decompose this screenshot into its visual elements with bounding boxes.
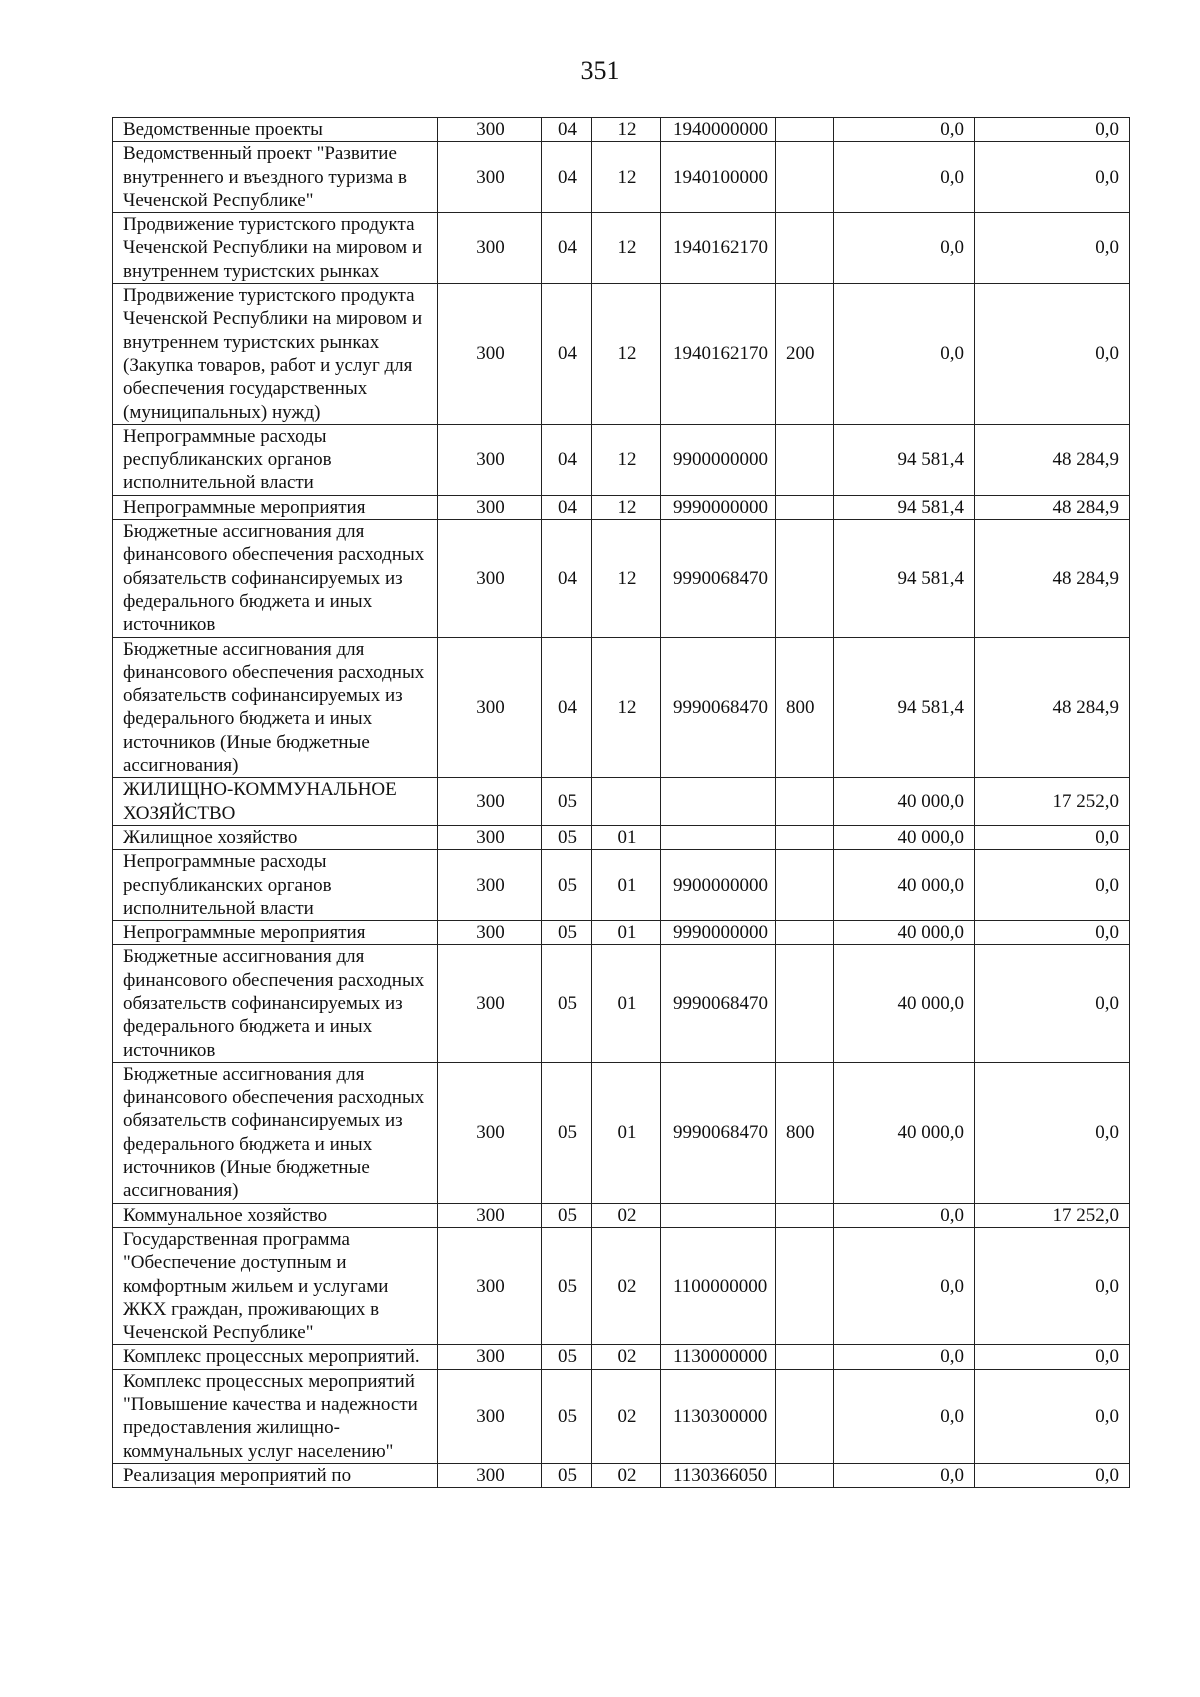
row-target-article-cell: [661, 1203, 776, 1227]
row-ved-cell: 300: [438, 284, 542, 425]
row-section-cell: 04: [542, 118, 592, 142]
row-amount-2-cell: 0,0: [975, 118, 1130, 142]
row-amount-1-cell: 0,0: [834, 1463, 975, 1487]
row-target-article-cell: 9990000000: [661, 921, 776, 945]
row-amount-2-cell: 17 252,0: [975, 778, 1130, 826]
row-expense-type-cell: [776, 1345, 834, 1369]
row-amount-1-cell: 0,0: [834, 1227, 975, 1344]
row-subsection-cell: 02: [592, 1227, 661, 1344]
table-row: [113, 142, 1130, 213]
row-subsection-cell: 02: [592, 1203, 661, 1227]
row-subsection-cell: 12: [592, 424, 661, 495]
row-ved-cell: 300: [438, 520, 542, 637]
row-section-cell: 05: [542, 1463, 592, 1487]
row-name-cell: Ведомственный проект "Развитие внутреннего и въездного туризма в Чеченской Республике": [113, 142, 438, 213]
row-amount-1-cell: 0,0: [834, 1369, 975, 1463]
row-amount-2-cell: 48 284,9: [975, 520, 1130, 637]
row-subsection-cell: 01: [592, 921, 661, 945]
row-target-article-cell: 1940162170: [661, 284, 776, 425]
row-name-cell: Непрограммные расходы республиканских органов исполнительной власти: [113, 424, 438, 495]
row-name-cell: Ведомственные проекты: [113, 118, 438, 142]
row-section-cell: 04: [542, 495, 592, 519]
row-target-article-cell: 1940100000: [661, 142, 776, 213]
row-target-article-cell: [661, 778, 776, 826]
table-row: [113, 1369, 1130, 1463]
row-amount-1-cell: 40 000,0: [834, 945, 975, 1062]
row-expense-type-cell: [776, 1369, 834, 1463]
row-expense-type-cell: [776, 825, 834, 849]
table-row: [113, 1062, 1130, 1203]
row-ved-cell: 300: [438, 778, 542, 826]
table-row: [113, 520, 1130, 637]
row-ved-cell: 300: [438, 424, 542, 495]
row-name-cell: Коммунальное хозяйство: [113, 1203, 438, 1227]
row-subsection-cell: 12: [592, 142, 661, 213]
row-amount-1-cell: 0,0: [834, 284, 975, 425]
table-row: [113, 1463, 1130, 1487]
row-subsection-cell: 02: [592, 1369, 661, 1463]
table-row: [113, 850, 1130, 921]
table-row: [113, 825, 1130, 849]
row-target-article-cell: 1100000000: [661, 1227, 776, 1344]
row-amount-1-cell: 0,0: [834, 142, 975, 213]
table-row: [113, 778, 1130, 826]
row-ved-cell: 300: [438, 637, 542, 778]
row-amount-2-cell: 0,0: [975, 850, 1130, 921]
row-amount-2-cell: 0,0: [975, 142, 1130, 213]
row-ved-cell: 300: [438, 1345, 542, 1369]
table-row: [113, 213, 1130, 284]
table-row: [113, 118, 1130, 142]
row-amount-1-cell: 0,0: [834, 1345, 975, 1369]
row-target-article-cell: 1940162170: [661, 213, 776, 284]
row-ved-cell: 300: [438, 850, 542, 921]
row-ved-cell: 300: [438, 1203, 542, 1227]
row-ved-cell: 300: [438, 142, 542, 213]
row-target-article-cell: 9990000000: [661, 495, 776, 519]
row-amount-2-cell: 0,0: [975, 284, 1130, 425]
row-amount-2-cell: 0,0: [975, 213, 1130, 284]
row-target-article-cell: 9990068470: [661, 520, 776, 637]
row-section-cell: 05: [542, 945, 592, 1062]
page-number: 351: [580, 56, 620, 85]
row-expense-type-cell: [776, 945, 834, 1062]
row-amount-1-cell: 94 581,4: [834, 520, 975, 637]
row-target-article-cell: 9990068470: [661, 945, 776, 1062]
table-row: [113, 945, 1130, 1062]
row-amount-1-cell: 40 000,0: [834, 850, 975, 921]
table-row: [113, 424, 1130, 495]
row-amount-2-cell: 0,0: [975, 1227, 1130, 1344]
row-subsection-cell: [592, 778, 661, 826]
row-expense-type-cell: [776, 520, 834, 637]
row-expense-type-cell: [776, 778, 834, 826]
row-ved-cell: 300: [438, 1463, 542, 1487]
row-name-cell: Государственная программа "Обеспечение доступным и комфортным жильем и услугами ЖКХ граждан, проживающих в Чеченской Республике": [113, 1227, 438, 1344]
row-section-cell: 05: [542, 1369, 592, 1463]
row-amount-1-cell: 94 581,4: [834, 637, 975, 778]
row-expense-type-cell: [776, 213, 834, 284]
row-name-cell: Продвижение туристского продукта Чеченской Республики на мировом и внутреннем туристских рынках (Закупка товаров, работ и услуг для обеспечения государственных (муниципальных) нужд): [113, 284, 438, 425]
row-ved-cell: 300: [438, 118, 542, 142]
table-row: [113, 1203, 1130, 1227]
row-name-cell: Комплекс процессных мероприятий.: [113, 1345, 438, 1369]
row-section-cell: 05: [542, 1062, 592, 1203]
row-section-cell: 05: [542, 1345, 592, 1369]
row-expense-type-cell: [776, 1227, 834, 1344]
row-expense-type-cell: [776, 118, 834, 142]
row-subsection-cell: 12: [592, 495, 661, 519]
row-ved-cell: 300: [438, 1227, 542, 1344]
row-section-cell: 05: [542, 1203, 592, 1227]
row-subsection-cell: 02: [592, 1463, 661, 1487]
row-amount-2-cell: 48 284,9: [975, 424, 1130, 495]
row-name-cell: Непрограммные мероприятия: [113, 921, 438, 945]
row-amount-2-cell: 17 252,0: [975, 1203, 1130, 1227]
row-amount-1-cell: 94 581,4: [834, 424, 975, 495]
row-amount-2-cell: 48 284,9: [975, 637, 1130, 778]
row-amount-2-cell: 0,0: [975, 825, 1130, 849]
budget-table: [112, 117, 1130, 1488]
row-amount-1-cell: 0,0: [834, 118, 975, 142]
row-subsection-cell: 02: [592, 1345, 661, 1369]
row-name-cell: ЖИЛИЩНО-КОММУНАЛЬНОЕ ХОЗЯЙСТВО: [113, 778, 438, 826]
row-name-cell: Жилищное хозяйство: [113, 825, 438, 849]
row-name-cell: Бюджетные ассигнования для финансового обеспечения расходных обязательств софинансируемых из федерального бюджета и иных источников (Иные бюджетные ассигнования): [113, 637, 438, 778]
row-name-cell: Комплекс процессных мероприятий "Повышение качества и надежности предоставления жилищно-коммунальных услуг населению": [113, 1369, 438, 1463]
row-ved-cell: 300: [438, 1369, 542, 1463]
row-subsection-cell: 12: [592, 118, 661, 142]
row-subsection-cell: 01: [592, 1062, 661, 1203]
row-amount-1-cell: 40 000,0: [834, 921, 975, 945]
table-row: [113, 921, 1130, 945]
row-amount-2-cell: 0,0: [975, 1062, 1130, 1203]
row-section-cell: 05: [542, 1227, 592, 1344]
row-name-cell: Непрограммные расходы республиканских органов исполнительной власти: [113, 850, 438, 921]
row-ved-cell: 300: [438, 495, 542, 519]
row-amount-1-cell: 94 581,4: [834, 495, 975, 519]
row-ved-cell: 300: [438, 945, 542, 1062]
row-subsection-cell: 12: [592, 213, 661, 284]
row-expense-type-cell: [776, 921, 834, 945]
row-amount-2-cell: 0,0: [975, 1345, 1130, 1369]
row-expense-type-cell: [776, 495, 834, 519]
row-target-article-cell: 1940000000: [661, 118, 776, 142]
table-row: [113, 284, 1130, 425]
row-amount-2-cell: 48 284,9: [975, 495, 1130, 519]
row-expense-type-cell: [776, 1203, 834, 1227]
row-target-article-cell: 9990068470: [661, 637, 776, 778]
row-ved-cell: 300: [438, 825, 542, 849]
row-subsection-cell: 12: [592, 284, 661, 425]
row-expense-type-cell: 800: [776, 637, 834, 778]
row-section-cell: 05: [542, 825, 592, 849]
row-target-article-cell: 9990068470: [661, 1062, 776, 1203]
row-ved-cell: 300: [438, 1062, 542, 1203]
row-target-article-cell: [661, 825, 776, 849]
row-amount-1-cell: 40 000,0: [834, 778, 975, 826]
row-subsection-cell: 12: [592, 637, 661, 778]
row-target-article-cell: 1130000000: [661, 1345, 776, 1369]
row-target-article-cell: 9900000000: [661, 850, 776, 921]
row-expense-type-cell: [776, 1463, 834, 1487]
row-expense-type-cell: [776, 424, 834, 495]
row-target-article-cell: 1130366050: [661, 1463, 776, 1487]
row-amount-2-cell: 0,0: [975, 1369, 1130, 1463]
row-amount-2-cell: 0,0: [975, 921, 1130, 945]
row-ved-cell: 300: [438, 213, 542, 284]
row-subsection-cell: 01: [592, 825, 661, 849]
row-amount-1-cell: 0,0: [834, 1203, 975, 1227]
row-name-cell: Бюджетные ассигнования для финансового обеспечения расходных обязательств софинансируемых из федерального бюджета и иных источников: [113, 945, 438, 1062]
row-section-cell: 05: [542, 921, 592, 945]
row-name-cell: Непрограммные мероприятия: [113, 495, 438, 519]
row-section-cell: 04: [542, 142, 592, 213]
row-name-cell: Бюджетные ассигнования для финансового обеспечения расходных обязательств софинансируемых из федерального бюджета и иных источников: [113, 520, 438, 637]
row-name-cell: Продвижение туристского продукта Чеченской Республики на мировом и внутреннем туристских рынках: [113, 213, 438, 284]
row-ved-cell: 300: [438, 921, 542, 945]
row-amount-2-cell: 0,0: [975, 1463, 1130, 1487]
row-section-cell: 05: [542, 778, 592, 826]
row-subsection-cell: 01: [592, 945, 661, 1062]
row-section-cell: 04: [542, 284, 592, 425]
table-row: [113, 1345, 1130, 1369]
row-name-cell: Бюджетные ассигнования для финансового обеспечения расходных обязательств софинансируемых из федерального бюджета и иных источников (Иные бюджетные ассигнования): [113, 1062, 438, 1203]
table-row: [113, 495, 1130, 519]
row-amount-1-cell: 40 000,0: [834, 1062, 975, 1203]
row-name-cell: Реализация мероприятий по: [113, 1463, 438, 1487]
row-expense-type-cell: 800: [776, 1062, 834, 1203]
row-amount-1-cell: 40 000,0: [834, 825, 975, 849]
row-target-article-cell: 9900000000: [661, 424, 776, 495]
budget-table-body: [113, 118, 1130, 1488]
row-section-cell: 04: [542, 213, 592, 284]
table-row: [113, 1227, 1130, 1344]
row-amount-2-cell: 0,0: [975, 945, 1130, 1062]
row-expense-type-cell: 200: [776, 284, 834, 425]
row-subsection-cell: 01: [592, 850, 661, 921]
row-expense-type-cell: [776, 142, 834, 213]
row-target-article-cell: 1130300000: [661, 1369, 776, 1463]
row-subsection-cell: 12: [592, 520, 661, 637]
row-amount-1-cell: 0,0: [834, 213, 975, 284]
table-row: [113, 637, 1130, 778]
row-section-cell: 05: [542, 850, 592, 921]
row-expense-type-cell: [776, 850, 834, 921]
row-section-cell: 04: [542, 637, 592, 778]
row-section-cell: 04: [542, 520, 592, 637]
row-section-cell: 04: [542, 424, 592, 495]
